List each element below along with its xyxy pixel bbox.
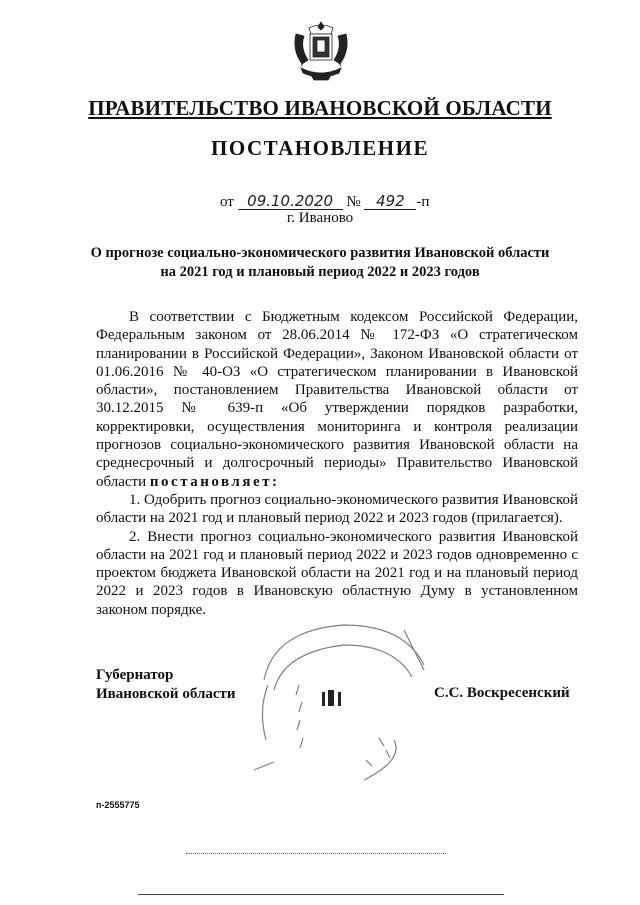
document-type: ПОСТАНОВЛЕНИЕ xyxy=(211,136,429,160)
position-line-2: Ивановской области xyxy=(96,686,236,702)
footer-rule xyxy=(138,894,504,895)
preamble-paragraph xyxy=(96,308,578,491)
footer-dotted-line xyxy=(186,853,446,856)
subject-line-2: на 2021 год и плановый период 2022 и 2023 годов xyxy=(160,264,480,280)
date-handwritten: 09.10.2020 xyxy=(238,193,343,210)
seal-stamp-icon xyxy=(244,620,434,795)
signatory-name: С.С. Воскресенский xyxy=(434,685,570,701)
document-code: п-2555775 xyxy=(96,800,140,810)
document-body xyxy=(96,308,578,619)
date-from-label: от xyxy=(220,194,234,210)
number-handwritten: 492 xyxy=(364,193,416,210)
number-suffix: -п xyxy=(416,194,430,210)
position-line-1: Губернатор xyxy=(96,667,174,683)
dateline xyxy=(220,193,429,211)
subject-line-1: О прогнозе социально-экономического развития Ивановской области xyxy=(90,245,550,261)
signatory-position xyxy=(96,666,236,704)
item-2: 2. Внести прогноз социально-экономического развития Ивановской области на 2021 год и плановый период 2022 и 2023 годов одновременно с проектом бюджета Ивановской области на 2021 год и на плановый период 2022 и 2023 годов в Ивановскую областную Думу в установленном законом порядке. xyxy=(96,528,578,618)
org-title: ПРАВИТЕЛЬСТВО ИВАНОВСКОЙ ОБЛАСТИ xyxy=(88,96,552,120)
item-1: 1. Одобрить прогноз социально-экономического развития Ивановской области на 2021 год и плановый период 2022 и 2023 годов (прилагается). xyxy=(96,491,578,527)
coat-of-arms-icon xyxy=(291,20,351,82)
number-label: № xyxy=(346,194,361,210)
decree-word: постановляет: xyxy=(149,473,280,490)
city: г. Иваново xyxy=(286,210,354,226)
document-subject xyxy=(80,244,560,282)
preamble-text: В соответствии с Бюджетным кодексом Российской Федерации, Федеральным законом от 28.06.2014 № 172-ФЗ «О стратегическом планировании в Российской Федерации», Законом Ивановской области от 01.06.2016 № 40-ОЗ «О стратегическом планировании в Ивановской области», постановлением Правительства Ивановской области от 30.12.2015 № 639-п «Об утверждении порядков разработки, корректировки, осуществления мониторинга и контроля реализации прогнозов социально-экономического развития Ивановской области на среднесрочный и долгосрочный периоды» Правительство Ивановской области xyxy=(96,309,578,490)
